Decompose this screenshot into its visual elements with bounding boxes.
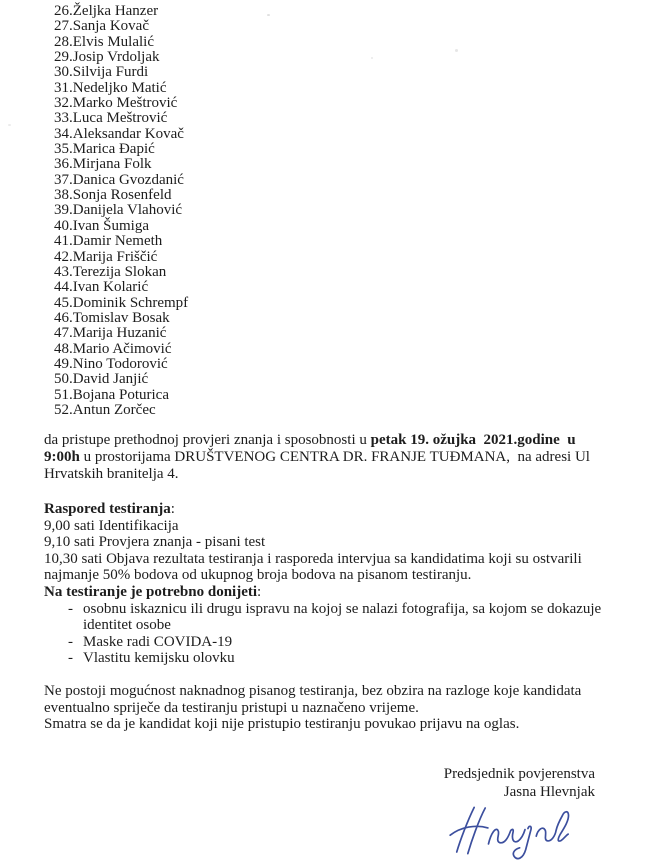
list-item <box>54 372 188 387</box>
list-item <box>54 388 188 403</box>
bullet-dash: - <box>68 600 73 617</box>
list-item-name: Mario Ačimović <box>72 340 172 357</box>
list-item-number: 40. <box>54 217 73 234</box>
bring-list <box>44 601 606 667</box>
list-item <box>54 403 188 418</box>
schedule-line: 10,30 sati Objava rezultata testiranja i rasporeda intervjua sa kandidatima koji su ostvarili najmanje 50% bodova od ukupnog broja bodova na pisanom testiranju. <box>44 550 582 584</box>
list-item-number: 51. <box>54 386 73 403</box>
schedule-section <box>44 501 606 667</box>
list-item-name: Sonja Rosenfeld <box>72 187 172 204</box>
list-item <box>54 173 188 188</box>
list-item <box>54 96 188 111</box>
list-item-number: 34. <box>54 125 73 142</box>
list-item-name: Marija Huzanić <box>72 325 167 342</box>
schedule-heading-colon: : <box>170 501 175 517</box>
list-item-name: Nino Todorović <box>72 355 168 372</box>
list-item <box>54 219 188 234</box>
list-item-number: 49. <box>54 355 73 372</box>
list-item-name: Damir Nemeth <box>72 233 163 250</box>
bullet-dash: - <box>68 633 73 650</box>
scan-speck <box>371 57 373 59</box>
schedule-heading-line <box>44 501 606 518</box>
list-item-name: Josip Vrdoljak <box>72 49 160 66</box>
intro-text-post: u prostorijama DRUŠTVENOG CENTRA DR. FRANJE TUĐMANA, na adresi Ul Hrvatskih branitelja 4. <box>44 448 594 482</box>
bullet-item <box>44 601 606 634</box>
list-item-number: 26. <box>54 3 73 19</box>
schedule-line: 9,10 sati Provjera znanja - pisani test <box>44 534 266 551</box>
list-item <box>54 250 188 265</box>
list-item <box>54 265 188 280</box>
list-item-name: Marica Đapić <box>72 141 155 158</box>
list-item <box>54 326 188 341</box>
notes-section <box>44 683 606 733</box>
list-item <box>54 19 188 34</box>
list-item-number: 36. <box>54 156 73 173</box>
scan-speck <box>8 124 11 126</box>
list-item-number: 33. <box>54 110 73 127</box>
list-item-number: 52. <box>54 401 73 418</box>
scan-speck <box>455 49 458 52</box>
list-item-name: Mirjana Folk <box>72 156 152 173</box>
scan-speck <box>267 14 270 16</box>
list-item <box>54 280 188 295</box>
schedule-heading: Raspored testiranja <box>44 501 171 517</box>
list-item-name: Tomislav Bosak <box>72 309 170 326</box>
list-item-name: Bojana Poturica <box>72 386 169 403</box>
list-item <box>54 50 188 65</box>
bullet-text: Maske radi COVIDA-19 <box>83 633 233 650</box>
list-item-number: 47. <box>54 325 73 342</box>
schedule-line: 9,00 sati Identifikacija <box>44 517 179 534</box>
list-item-number: 37. <box>54 171 73 188</box>
intro-paragraph <box>44 432 606 482</box>
list-item <box>54 188 188 203</box>
list-item-name: Elvis Mulalić <box>72 33 154 50</box>
list-item-number: 27. <box>54 18 73 35</box>
list-item-name: Silvija Furdi <box>72 64 149 81</box>
list-item-name: Danijela Vlahović <box>72 202 183 219</box>
list-item-name: David Janjić <box>72 371 149 388</box>
list-item-name: Nedeljko Matić <box>72 79 167 96</box>
list-item-name: Aleksandar Kovač <box>72 125 184 142</box>
list-item-name: Antun Zorčec <box>72 401 156 418</box>
list-item <box>54 296 188 311</box>
list-item-name: Terezija Slokan <box>72 263 167 280</box>
intro-text-bold: petak 19. ožujka 2021.godine u 9:00h <box>44 432 580 465</box>
list-item <box>54 111 188 126</box>
list-item-number: 30. <box>54 64 73 81</box>
bring-heading-colon: : <box>257 583 262 600</box>
list-item-name: Ivan Kolarić <box>72 279 149 296</box>
bullet-dash: - <box>68 650 73 667</box>
signature-name: Jasna Hlevnjak <box>503 783 595 800</box>
signature-title: Predsjednik povjerenstva <box>443 766 595 782</box>
list-item-number: 44. <box>54 279 73 296</box>
list-item-name: Marija Friščić <box>72 248 158 265</box>
list-item <box>54 311 188 326</box>
list-item-number: 28. <box>54 33 73 50</box>
list-item-number: 41. <box>54 233 73 250</box>
list-item-name: Luca Meštrović <box>72 110 168 127</box>
list-item-number: 50. <box>54 371 73 388</box>
list-item <box>54 157 188 172</box>
list-item <box>54 342 188 357</box>
list-item-number: 35. <box>54 141 73 158</box>
bring-heading-line <box>44 584 606 601</box>
list-item <box>54 65 188 80</box>
list-item-number: 42. <box>54 248 73 265</box>
list-item-number: 46. <box>54 309 73 326</box>
list-item-number: 45. <box>54 294 73 311</box>
list-item-number: 32. <box>54 95 73 112</box>
schedule-lines <box>44 518 606 584</box>
list-item-number: 38. <box>54 187 73 204</box>
bring-heading: Na testiranje je potrebno donijeti <box>44 583 258 600</box>
signature-block <box>380 766 595 801</box>
list-item <box>54 4 188 19</box>
bullet-item <box>44 634 606 651</box>
list-item-number: 43. <box>54 263 73 280</box>
list-item <box>54 234 188 249</box>
candidate-list <box>54 4 188 418</box>
list-item-number: 29. <box>54 49 73 66</box>
list-item <box>54 357 188 372</box>
list-item <box>54 142 188 157</box>
list-item <box>54 203 188 218</box>
note-paragraph: Smatra se da je kandidat koji nije pristupio testiranju povukao prijavu na oglas. <box>44 716 520 733</box>
list-item-number: 31. <box>54 79 73 96</box>
list-item-name: Željka Hanzer <box>72 3 159 19</box>
intro-text-pre: da pristupe prethodnoj provjeri znanja i sposobnosti u <box>44 432 371 448</box>
list-item-name: Danica Gvozdanić <box>72 171 184 188</box>
list-item-number: 39. <box>54 202 73 219</box>
list-item-number: 48. <box>54 340 73 357</box>
bullet-item <box>44 650 606 667</box>
signature-ink <box>443 798 585 863</box>
bullet-text: Vlastitu kemijsku olovku <box>83 650 235 667</box>
list-item <box>54 127 188 142</box>
list-item-name: Ivan Šumiga <box>72 217 149 234</box>
list-item-name: Dominik Schrempf <box>72 294 189 311</box>
list-item <box>54 35 188 50</box>
list-item <box>54 81 188 96</box>
bullet-text: osobnu iskaznicu ili drugu ispravu na kojoj se nalazi fotografija, sa kojom se dokazuje identitet osobe <box>83 600 602 634</box>
list-item-name: Marko Meštrović <box>72 95 178 112</box>
list-item-name: Sanja Kovač <box>72 18 149 35</box>
note-paragraph: Ne postoji mogućnost naknadnog pisanog testiranja, bez obzira na razloge koje kandidata eventualno spriječe da testiranju pristupi u naznačeno vrijeme. <box>44 683 582 716</box>
